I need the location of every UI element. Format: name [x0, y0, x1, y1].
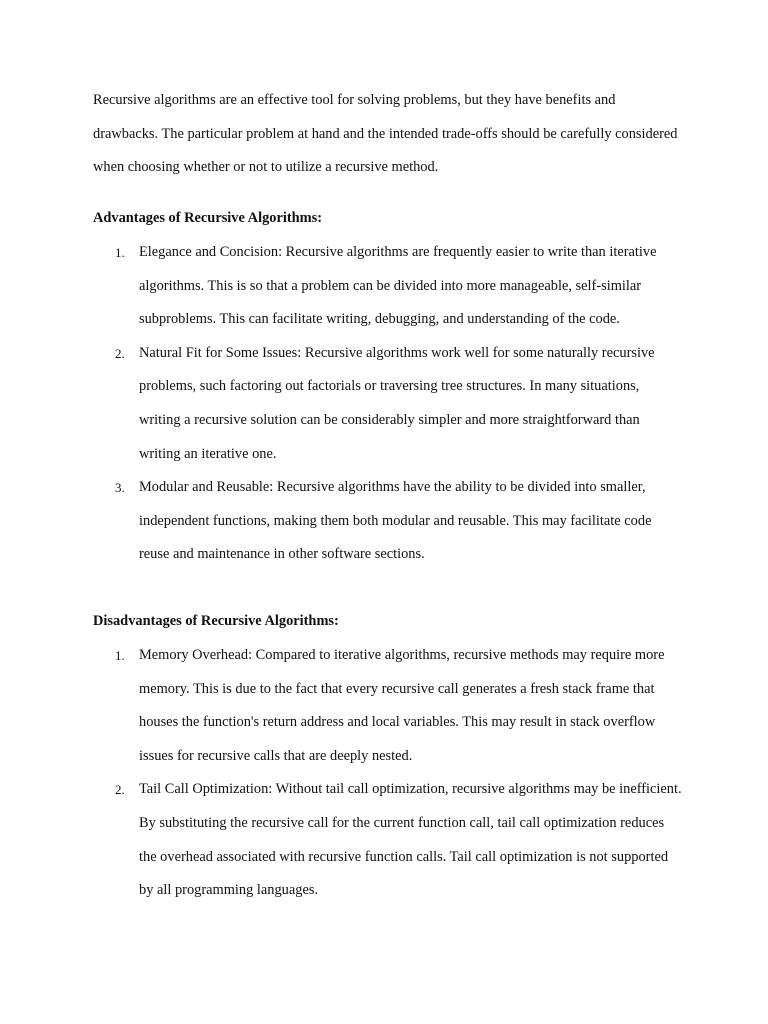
list-item-text: Natural Fit for Some Issues: Recursive algorithms work well for some naturally recursive problems, such factoring out factorials or traversing tree structures. In many situations, writing a recursive solution can be considerably simpler and more straightforward than writing an iterative one.: [139, 344, 655, 462]
list-item-text: Tail Call Optimization: Without tail call optimization, recursive algorithms may be inefficient. By substituting the recursive call for the current function call, tail call optimization reduces the overhead associated with recursive function calls. Tail call optimization is not supported by all programming languages.: [139, 781, 682, 899]
list-item-text: Modular and Reusable: Recursive algorithms have the ability to be divided into smaller, independent functions, making them both modular and reusable. This may facilitate code reuse and maintenance in other software sections.: [139, 479, 652, 563]
advantages-heading: Advantages of Recursive Algorithms:: [93, 210, 323, 226]
list-item: [115, 471, 684, 572]
list-item-text: Memory Overhead: Compared to iterative algorithms, recursive methods may require more memory. This is due to the fact that every recursive call generates a fresh stack frame that houses the function's return address and local variables. This may result in stack overflow issues for recursive calls that are deeply nested.: [139, 647, 665, 764]
disadvantages-heading: Disadvantages of Recursive Algorithms:: [93, 613, 339, 629]
list-item-number: 3.: [115, 480, 125, 496]
disadvantages-list: [115, 639, 684, 908]
list-item: [115, 236, 684, 337]
list-item: [115, 337, 684, 471]
list-item-number: 2.: [115, 345, 125, 361]
list-item-text: Elegance and Concision: Recursive algorithms are frequently easier to write than iterative algorithms. This is so that a problem can be divided into more manageable, self-similar subproblems. This can facilitate writing, debugging, and understanding of the code.: [139, 244, 657, 328]
advantages-list: [115, 236, 684, 572]
list-item-number: 1.: [115, 648, 125, 663]
intro-paragraph: Recursive algorithms are an effective tool for solving problems, but they have benefits and drawbacks. The particular problem at hand and the intended trade-offs should be carefully considered when choosing whether or not to utilize a recursive method.: [93, 92, 678, 176]
list-item-number: 2.: [115, 782, 125, 798]
list-item: [115, 639, 684, 773]
list-item-number: 1.: [115, 245, 125, 260]
list-item: [115, 773, 684, 907]
